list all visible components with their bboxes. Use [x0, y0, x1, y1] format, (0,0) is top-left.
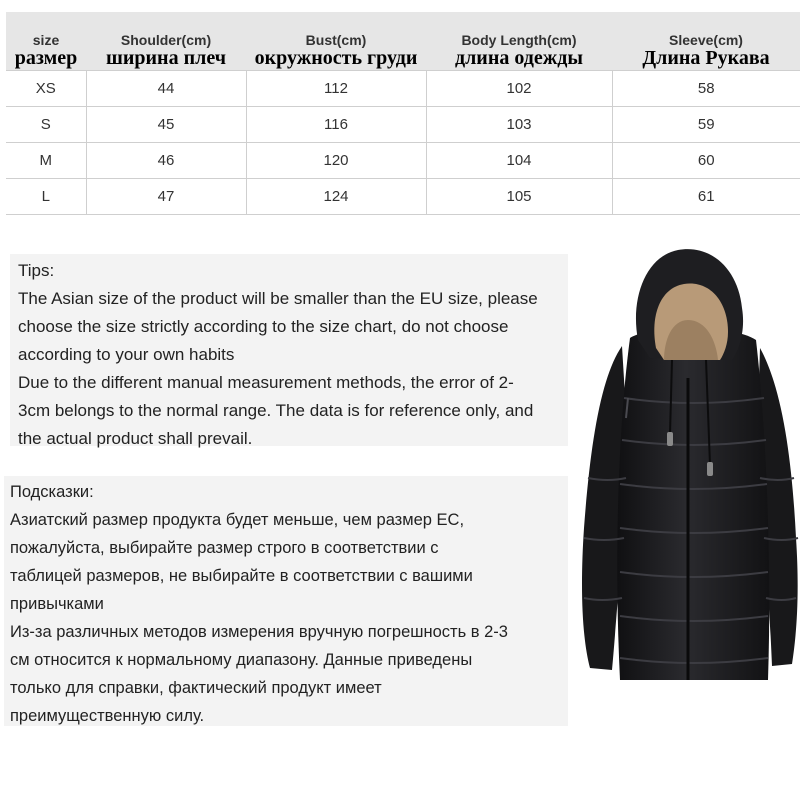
- cell-size: M: [6, 142, 86, 178]
- header-label-en: Shoulder(cm): [120, 32, 212, 48]
- header-size: [6, 12, 86, 70]
- cell-sleeve: 59: [612, 106, 800, 142]
- header-label-ru: окружность груди: [254, 47, 418, 69]
- cell-body-length: 105: [426, 178, 612, 214]
- tips-line: choose the size strictly according to the size chart, do not choose: [18, 317, 509, 336]
- size-chart-header-row: [6, 12, 800, 70]
- tips-title: Tips:: [18, 261, 55, 280]
- tips-line: according to your own habits: [18, 345, 235, 364]
- header-label-en: Sleeve(cm): [669, 32, 743, 48]
- header-label-ru: длина одежды: [454, 47, 584, 69]
- cell-sleeve: 61: [612, 178, 800, 214]
- cell-body-length: 103: [426, 106, 612, 142]
- tips-title: Подсказки:: [10, 483, 94, 501]
- header-label-en: size: [32, 32, 60, 48]
- cell-sleeve: 60: [612, 142, 800, 178]
- header-bust: [246, 12, 426, 70]
- cell-sleeve: 58: [612, 70, 800, 106]
- size-chart-table: [6, 12, 800, 215]
- tips-line: Due to the different manual measurement methods, the error of 2-: [18, 373, 514, 392]
- tips-line: the actual product shall prevail.: [18, 429, 253, 448]
- header-shoulder: [86, 12, 246, 70]
- cell-shoulder: 46: [86, 142, 246, 178]
- header-label-ru: размер: [14, 47, 78, 69]
- header-sleeve: [612, 12, 800, 70]
- table-row: [6, 142, 800, 178]
- cell-shoulder: 47: [86, 178, 246, 214]
- table-row: [6, 70, 800, 106]
- cell-bust: 124: [246, 178, 426, 214]
- cell-bust: 116: [246, 106, 426, 142]
- cell-body-length: 104: [426, 142, 612, 178]
- tips-line: см относится к нормальному диапазону. Данные приведены: [10, 651, 473, 669]
- header-label-en: Bust(cm): [305, 32, 367, 48]
- tips-line: Азиатский размер продукта будет меньше, чем размер ЕС,: [10, 511, 465, 529]
- puffer-coat-image: [560, 228, 800, 698]
- header-label-ru: ширина плеч: [106, 47, 226, 69]
- tips-line: 3cm belongs to the normal range. The data is for reference only, and: [18, 401, 534, 420]
- tips-line: привычками: [10, 595, 104, 613]
- cell-shoulder: 44: [86, 70, 246, 106]
- cell-shoulder: 45: [86, 106, 246, 142]
- tips-russian: [4, 476, 568, 726]
- cell-bust: 120: [246, 142, 426, 178]
- tips-line: только для справки, фактический продукт имеет: [10, 679, 382, 697]
- header-label-ru: Длина Рукава: [642, 47, 770, 69]
- cell-size: S: [6, 106, 86, 142]
- coat-body: [617, 328, 769, 680]
- cell-size: XS: [6, 70, 86, 106]
- tips-line: таблицей размеров, не выбирайте в соответствии с вашими: [10, 567, 473, 585]
- cell-size: L: [6, 178, 86, 214]
- tips-line: Из-за различных методов измерения вручную погрешность в 2-3: [10, 623, 508, 641]
- header-label-en: Body Length(cm): [461, 32, 577, 48]
- tips-english: [10, 254, 568, 446]
- cell-bust: 112: [246, 70, 426, 106]
- header-body-length: [426, 12, 612, 70]
- table-row: [6, 178, 800, 214]
- tips-line: The Asian size of the product will be smaller than the EU size, please: [18, 289, 538, 308]
- tips-line: преимущественную силу.: [10, 707, 205, 725]
- table-row: [6, 106, 800, 142]
- tips-line: пожалуйста, выбирайте размер строго в соответствии с: [10, 539, 439, 557]
- cell-body-length: 102: [426, 70, 612, 106]
